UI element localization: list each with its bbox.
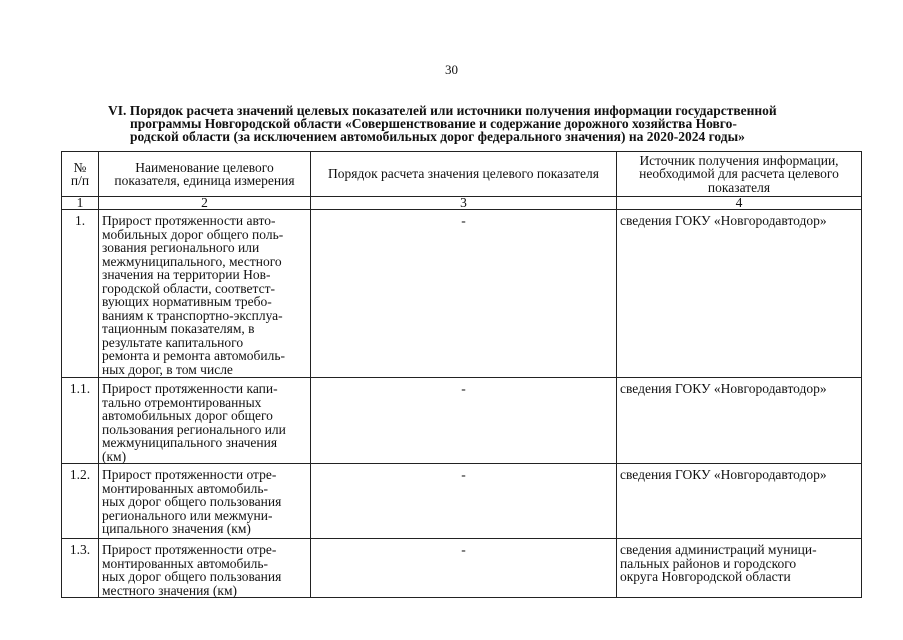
indicator-name-line: Прирост протяженности капи- bbox=[102, 381, 278, 396]
header-name-line: показателя, единица измерения bbox=[114, 173, 295, 188]
header-source-line: Источник получения информации, bbox=[639, 152, 839, 168]
information-source-line: округа Новгородской области bbox=[620, 569, 791, 584]
indicator-name-line: значения на территории Нов- bbox=[102, 267, 271, 282]
header-source-line: необходимой для расчета целевого bbox=[639, 166, 839, 182]
indicator-name-line: межмуниципального, местного bbox=[102, 253, 282, 269]
indicator-name-line: (км) bbox=[102, 448, 127, 464]
header-num-line: п/п bbox=[70, 173, 90, 188]
row-number: 1. bbox=[62, 210, 99, 378]
table-row bbox=[62, 539, 862, 598]
column-number-row bbox=[62, 197, 862, 210]
indicator-name-line: местного значения (км) bbox=[102, 582, 237, 598]
information-source-line: сведения ГОКУ «Новгородавтодор» bbox=[620, 381, 827, 396]
information-source bbox=[617, 464, 862, 539]
indicator-name-line: ных дорог, в том числе bbox=[102, 361, 233, 377]
indicator-name-line: монтированных автомобиль- bbox=[102, 555, 268, 571]
header-num-line: № bbox=[73, 159, 87, 175]
calculation-method: - bbox=[311, 539, 617, 598]
column-number: 1 bbox=[62, 197, 99, 210]
indicator-name-line: ремонта и ремонта автомобиль- bbox=[102, 348, 286, 363]
indicator-name-line: ных дорог общего пользования bbox=[102, 494, 282, 509]
information-source-line: сведения администраций муници- bbox=[620, 542, 817, 557]
indicator-name-line: монтированных автомобиль- bbox=[102, 480, 268, 496]
section-heading-line: VI. Порядок расчета значений целевых показателей или источники получения информации государственной bbox=[108, 103, 777, 118]
indicators-table bbox=[61, 151, 862, 598]
table-header-row bbox=[62, 152, 862, 197]
indicator-name-line: автомобильных дорог общего bbox=[102, 408, 273, 423]
page-number: 30 bbox=[445, 62, 458, 77]
indicator-name-line: ваниям к транспортно-эксплуа- bbox=[102, 307, 283, 323]
information-source-line: пальных районов и городского bbox=[620, 555, 797, 571]
information-source-line: сведения ГОКУ «Новгородавтодор» bbox=[620, 213, 827, 228]
column-number: 4 bbox=[617, 197, 862, 210]
indicator-name-line: зования регионального или bbox=[102, 240, 260, 255]
header-source-line: показателя bbox=[707, 179, 771, 195]
calculation-method: - bbox=[311, 210, 617, 378]
section-heading-line: родской области (за исключением автомобильных дорог федерального значения) на 2020-2024 годы» bbox=[130, 129, 745, 144]
information-source bbox=[617, 539, 862, 598]
row-number: 1.3. bbox=[62, 539, 99, 598]
indicator-name bbox=[99, 378, 311, 464]
table-row bbox=[62, 464, 862, 539]
indicator-name-line: тально отремонтированных bbox=[102, 394, 262, 410]
indicator-name bbox=[99, 539, 311, 598]
section-heading-line: программы Новгородской области «Совершенствование и содержание дорожного хозяйства Новго- bbox=[130, 116, 737, 131]
indicator-name bbox=[99, 210, 311, 378]
indicator-name bbox=[99, 464, 311, 539]
row-number: 1.2. bbox=[62, 464, 99, 539]
column-number: 2 bbox=[99, 197, 311, 210]
information-source bbox=[617, 210, 862, 378]
indicator-name-line: вующих нормативным требо- bbox=[102, 294, 272, 309]
indicator-name-line: ных дорог общего пользования bbox=[102, 569, 282, 584]
indicator-name-line: межмуниципального значения bbox=[102, 435, 278, 450]
indicator-name-line: пользования регионального или bbox=[102, 421, 286, 437]
indicator-name-line: мобильных дорог общего поль- bbox=[102, 226, 284, 242]
information-source-line: сведения ГОКУ «Новгородавтодор» bbox=[620, 467, 827, 482]
header-name-line: Наименование целевого bbox=[135, 159, 274, 175]
indicator-name-line: результате капитального bbox=[102, 334, 244, 350]
calculation-method: - bbox=[311, 378, 617, 464]
table-row bbox=[62, 378, 862, 464]
header-information-source bbox=[617, 152, 862, 197]
header-indicator-name bbox=[99, 152, 311, 197]
calculation-method: - bbox=[311, 464, 617, 539]
indicator-name-line: Прирост протяженности отре- bbox=[102, 467, 277, 482]
row-number: 1.1. bbox=[62, 378, 99, 464]
indicator-name-line: регионального или межмуни- bbox=[102, 507, 273, 523]
indicator-name-line: городской области, соответст- bbox=[102, 280, 275, 296]
information-source bbox=[617, 378, 862, 464]
header-num bbox=[62, 152, 99, 197]
indicator-name-line: ципального значения (км) bbox=[102, 521, 251, 536]
section-heading bbox=[100, 104, 835, 143]
column-number: 3 bbox=[311, 197, 617, 210]
table-row bbox=[62, 210, 862, 378]
indicator-name-line: тационным показателям, в bbox=[102, 321, 255, 336]
indicator-name-line: Прирост протяженности авто- bbox=[102, 213, 276, 228]
header-calculation-method bbox=[311, 152, 617, 197]
header-method-line: Порядок расчета значения целевого показателя bbox=[328, 166, 599, 182]
indicator-name-line: Прирост протяженности отре- bbox=[102, 542, 277, 557]
